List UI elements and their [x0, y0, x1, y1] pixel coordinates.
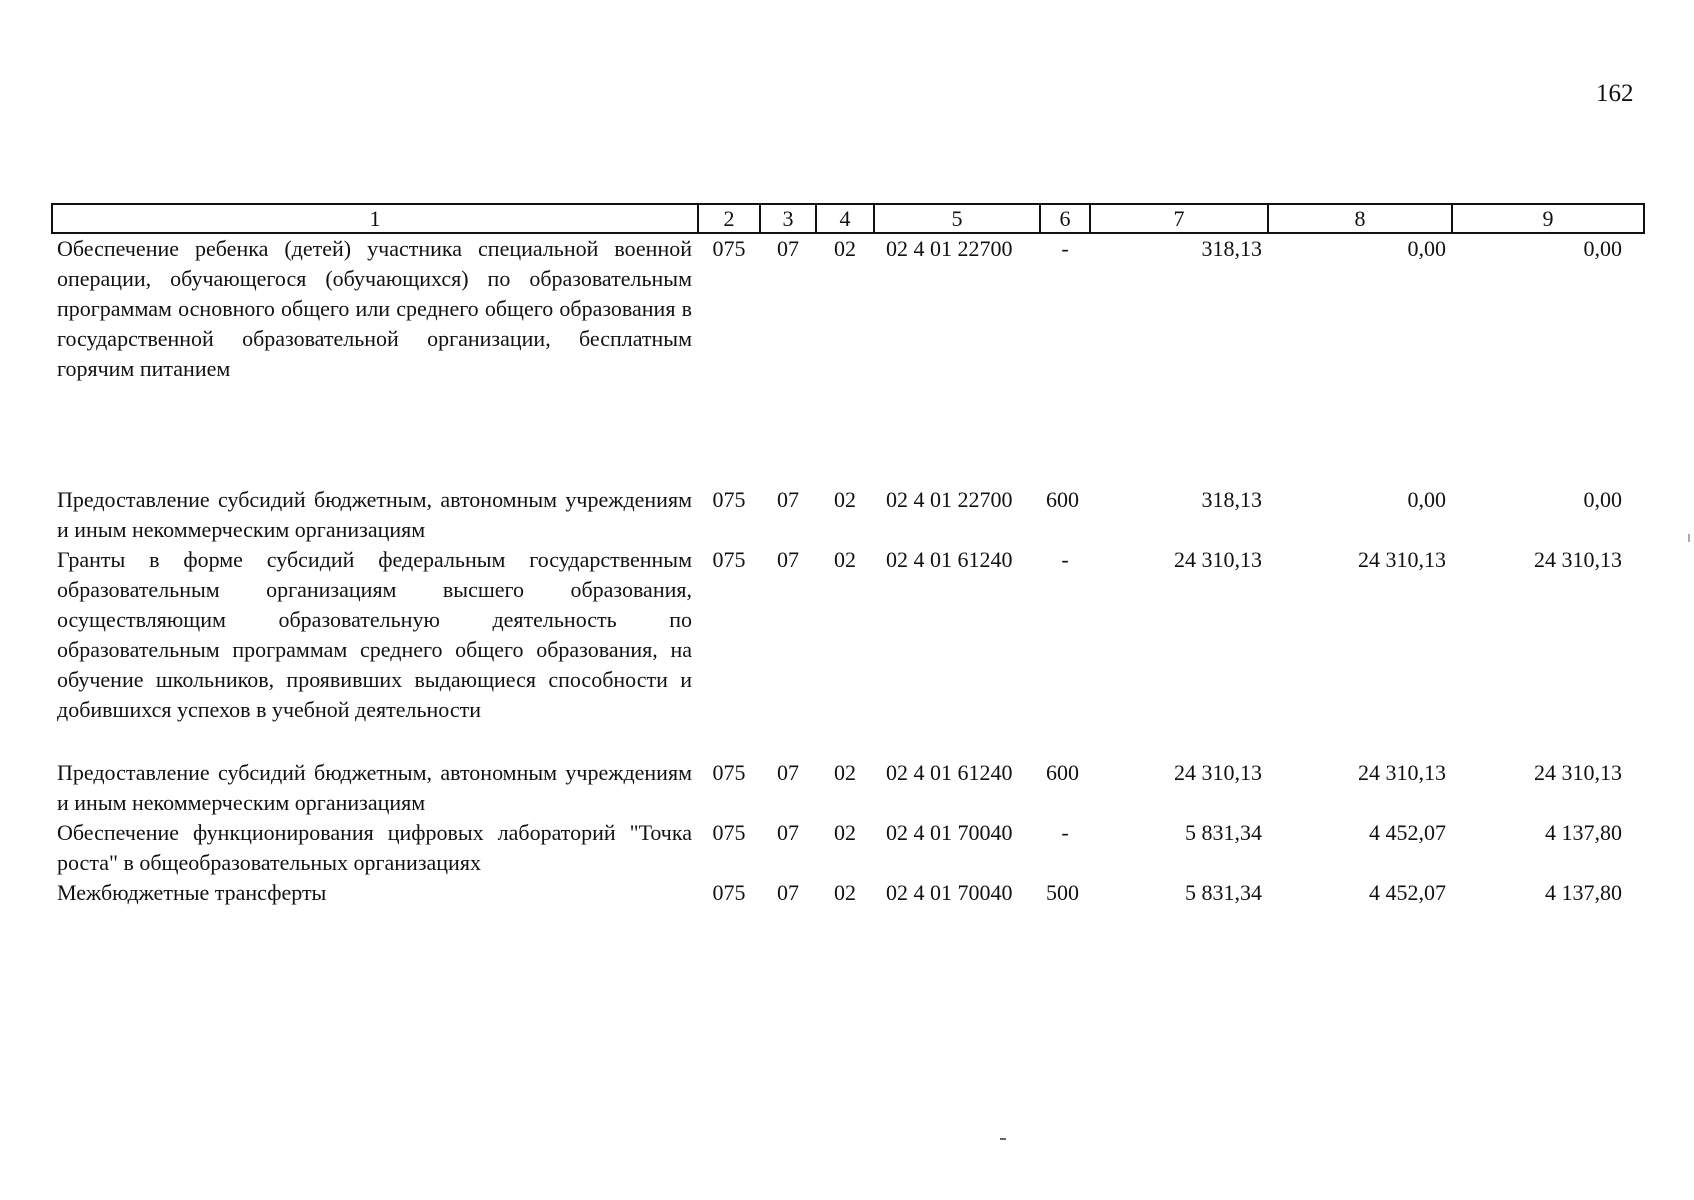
- header-col-3: 3: [760, 204, 816, 233]
- row-name: Гранты в форме субсидий федеральным государственным образовательным организациям высшего образования, осуществляющим образовательную деятельность по образовательным программам среднего общего образования, на обучение школьников, проявивших выдающиеся способности и добившихся успехов в учебной деятельности: [57, 547, 692, 722]
- row-rz: 07: [777, 880, 799, 905]
- row-csr: 02 4 01 61240: [886, 760, 1013, 785]
- row-grbs: 075: [712, 487, 746, 512]
- row-grbs: 075: [712, 547, 746, 572]
- row-value-7: 5 831,34: [1185, 880, 1262, 905]
- row-name: Предоставление субсидий бюджетным, автономным учреждениям и иным некоммерческим организациям: [57, 487, 692, 542]
- row-value-8: 4 452,07: [1369, 880, 1446, 905]
- row-value-9: 4 137,80: [1545, 820, 1622, 845]
- header-col-9: 9: [1452, 204, 1644, 233]
- row-name: Обеспечение функционирования цифровых лабораторий "Точка роста" в общеобразовательных организациях: [57, 820, 692, 875]
- table-row: [52, 545, 1644, 758]
- row-value-7: 5 831,34: [1185, 820, 1262, 845]
- row-grbs: 075: [712, 236, 746, 261]
- header-col-7: 7: [1090, 204, 1268, 233]
- row-rz: 07: [777, 236, 799, 261]
- header-col-4: 4: [816, 204, 874, 233]
- row-value-7: 318,13: [1201, 487, 1262, 512]
- row-name: Обеспечение ребенка (детей) участника специальной военной операции, обучающегося (обучающихся) по образовательным программам основного общего или среднего общего образования в государственной образовательной организации, бесплатным горячим питанием: [57, 236, 692, 381]
- row-value-7: 24 310,13: [1174, 760, 1262, 785]
- header-col-8: 8: [1268, 204, 1452, 233]
- scan-edge-mark: [1688, 534, 1690, 542]
- row-value-8: 24 310,13: [1358, 760, 1446, 785]
- table-row: [52, 485, 1644, 545]
- row-csr: 02 4 01 22700: [886, 487, 1013, 512]
- scan-mark: [1000, 1138, 1006, 1140]
- row-value-9: 0,00: [1583, 487, 1622, 512]
- page-number: 162: [1596, 80, 1634, 107]
- row-rz: 07: [777, 760, 799, 785]
- row-pr: 02: [834, 820, 856, 845]
- row-value-7: 318,13: [1201, 236, 1262, 261]
- row-vr: -: [1061, 547, 1069, 572]
- row-value-8: 24 310,13: [1358, 547, 1446, 572]
- row-vr: -: [1061, 820, 1069, 845]
- header-col-6: 6: [1040, 204, 1090, 233]
- row-vr: -: [1061, 236, 1069, 261]
- row-vr: 600: [1046, 760, 1079, 785]
- row-value-8: 0,00: [1407, 236, 1446, 261]
- row-rz: 07: [777, 547, 799, 572]
- table-row: [52, 818, 1644, 878]
- row-pr: 02: [834, 760, 856, 785]
- row-value-9: 0,00: [1583, 236, 1622, 261]
- row-pr: 02: [834, 487, 856, 512]
- row-value-9: 24 310,13: [1534, 760, 1622, 785]
- budget-table: [51, 203, 1645, 908]
- header-col-5: 5: [874, 204, 1040, 233]
- row-value-9: 4 137,80: [1545, 880, 1622, 905]
- row-pr: 02: [834, 547, 856, 572]
- row-csr: 02 4 01 61240: [886, 547, 1013, 572]
- row-rz: 07: [777, 487, 799, 512]
- row-grbs: 075: [712, 880, 746, 905]
- row-pr: 02: [834, 880, 856, 905]
- row-value-8: 4 452,07: [1369, 820, 1446, 845]
- table-row: [52, 878, 1644, 908]
- row-pr: 02: [834, 236, 856, 261]
- row-vr: 500: [1046, 880, 1079, 905]
- table-row: [52, 758, 1644, 818]
- header-col-2: 2: [698, 204, 760, 233]
- table-row: [52, 233, 1644, 485]
- row-grbs: 075: [712, 760, 746, 785]
- row-value-7: 24 310,13: [1174, 547, 1262, 572]
- row-value-9: 24 310,13: [1534, 547, 1622, 572]
- header-col-1: 1: [52, 204, 698, 233]
- row-name: Предоставление субсидий бюджетным, автономным учреждениям и иным некоммерческим организациям: [57, 760, 692, 815]
- row-csr: 02 4 01 70040: [886, 820, 1013, 845]
- row-csr: 02 4 01 70040: [886, 880, 1013, 905]
- row-name: Межбюджетные трансферты: [57, 880, 327, 905]
- row-vr: 600: [1046, 487, 1079, 512]
- row-grbs: 075: [712, 820, 746, 845]
- header-row: [52, 204, 1644, 233]
- row-value-8: 0,00: [1407, 487, 1446, 512]
- row-rz: 07: [777, 820, 799, 845]
- row-csr: 02 4 01 22700: [886, 236, 1013, 261]
